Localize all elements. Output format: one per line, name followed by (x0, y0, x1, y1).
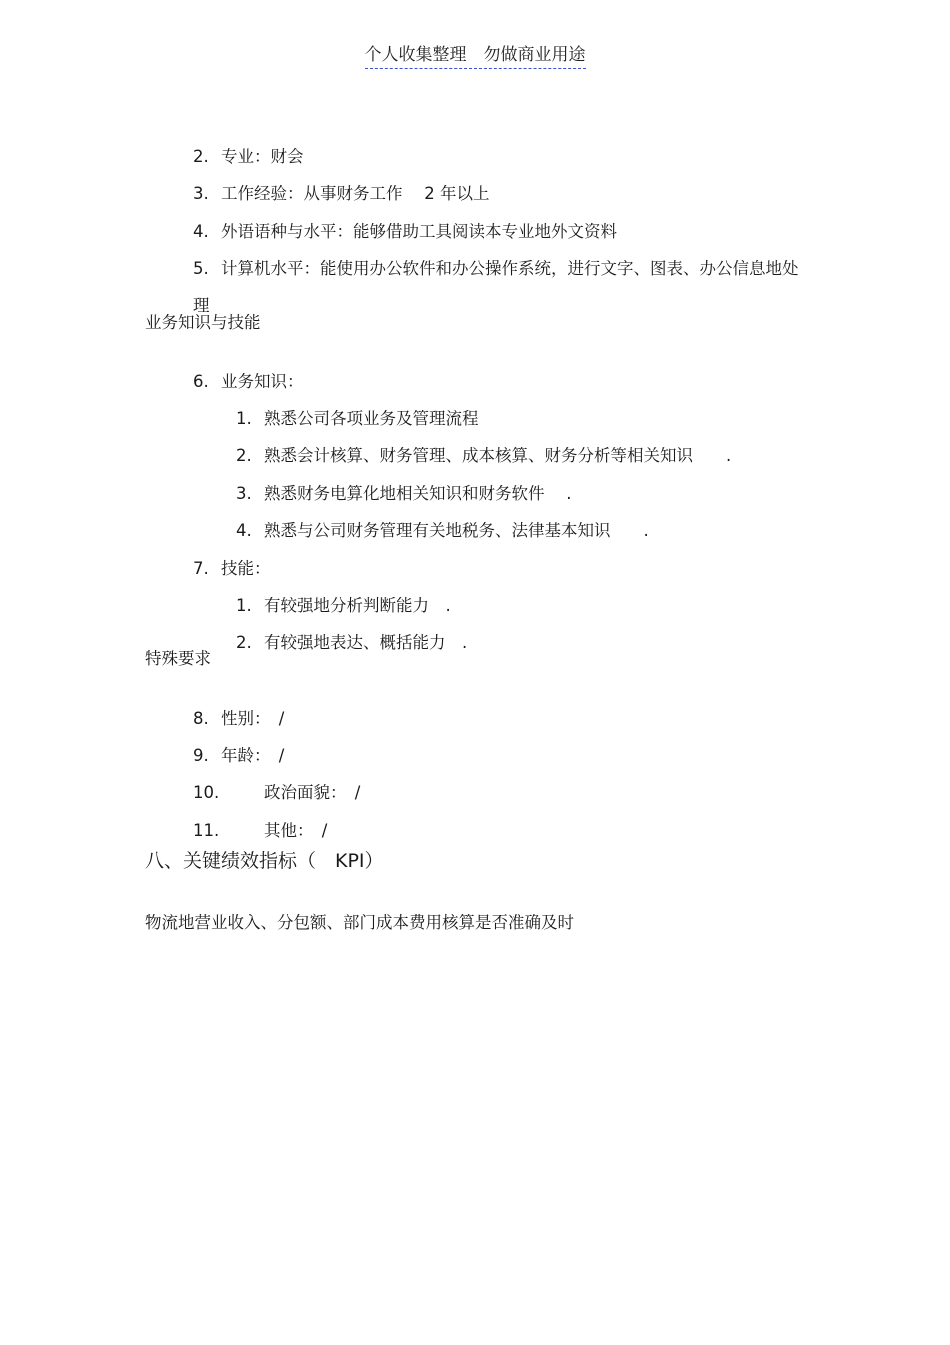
item-text: 业务知识： (220, 372, 304, 391)
item-text: 政治面貌： / (263, 783, 361, 802)
item-text: 熟悉财务电算化地相关知识和财务软件 . (263, 484, 572, 503)
item-number: 7. (192, 559, 209, 578)
item-text: 技能： (220, 559, 271, 578)
item-text: 熟悉与公司财务管理有关地税务、法律基本知识 . (263, 521, 649, 540)
list-item (172, 236, 798, 302)
item-text: 理 (192, 296, 210, 315)
item-text: 计算机水平：能使用办公软件和办公操作系统，进行文字、图表、办公信息地处 (220, 259, 799, 278)
item-text: 外语语种与水平：能够借助工具阅读本专业地外文资料 (220, 222, 617, 241)
item-text: 有较强地分析判断能力 . (263, 596, 451, 615)
item-number: 6. (192, 372, 209, 391)
item-text: 年龄： / (220, 746, 285, 765)
item-number: 2. (235, 446, 252, 465)
item-number: 5. (192, 259, 209, 278)
item-number: 2. (235, 633, 252, 652)
item-number: 8. (192, 709, 209, 728)
item-text: 性别： / (220, 709, 285, 728)
item-number: 1. (235, 596, 252, 615)
item-text: 专业：财会 (220, 147, 304, 166)
item-number: 4. (235, 521, 252, 540)
item-text: 熟悉会计核算、财务管理、成本核算、财务分析等相关知识 . (263, 446, 732, 465)
item-number: 3. (235, 484, 252, 503)
item-number: 10. (192, 783, 220, 802)
item-number: 9. (192, 746, 209, 765)
sub-list-item (215, 498, 649, 564)
item-text: 工作经验：从事财务工作 2 年以上 (220, 184, 490, 203)
sub-list-item (215, 610, 467, 676)
page-header (0, 40, 950, 65)
header-text: 个人收集整理 勿做商业用途 (365, 45, 586, 69)
kpi-heading: 八、关键绩效指标（ KPI） (145, 850, 384, 872)
item-number: 11. (192, 821, 220, 840)
section-heading-special: 特殊要求 (145, 649, 211, 668)
section-heading-skills: 业务知识与技能 (145, 313, 261, 332)
item-text: 熟悉公司各项业务及管理流程 (263, 409, 479, 428)
item-number: 3. (192, 184, 209, 203)
item-text: 有较强地表达、概括能力 . (263, 633, 468, 652)
item-number: 2. (192, 147, 209, 166)
kpi-text: 物流地营业收入、分包额、部门成本费用核算是否准确及时 (145, 913, 574, 932)
item-number: 4. (192, 222, 209, 241)
item-text: 其他： / (263, 821, 328, 840)
item-number: 1. (235, 409, 252, 428)
